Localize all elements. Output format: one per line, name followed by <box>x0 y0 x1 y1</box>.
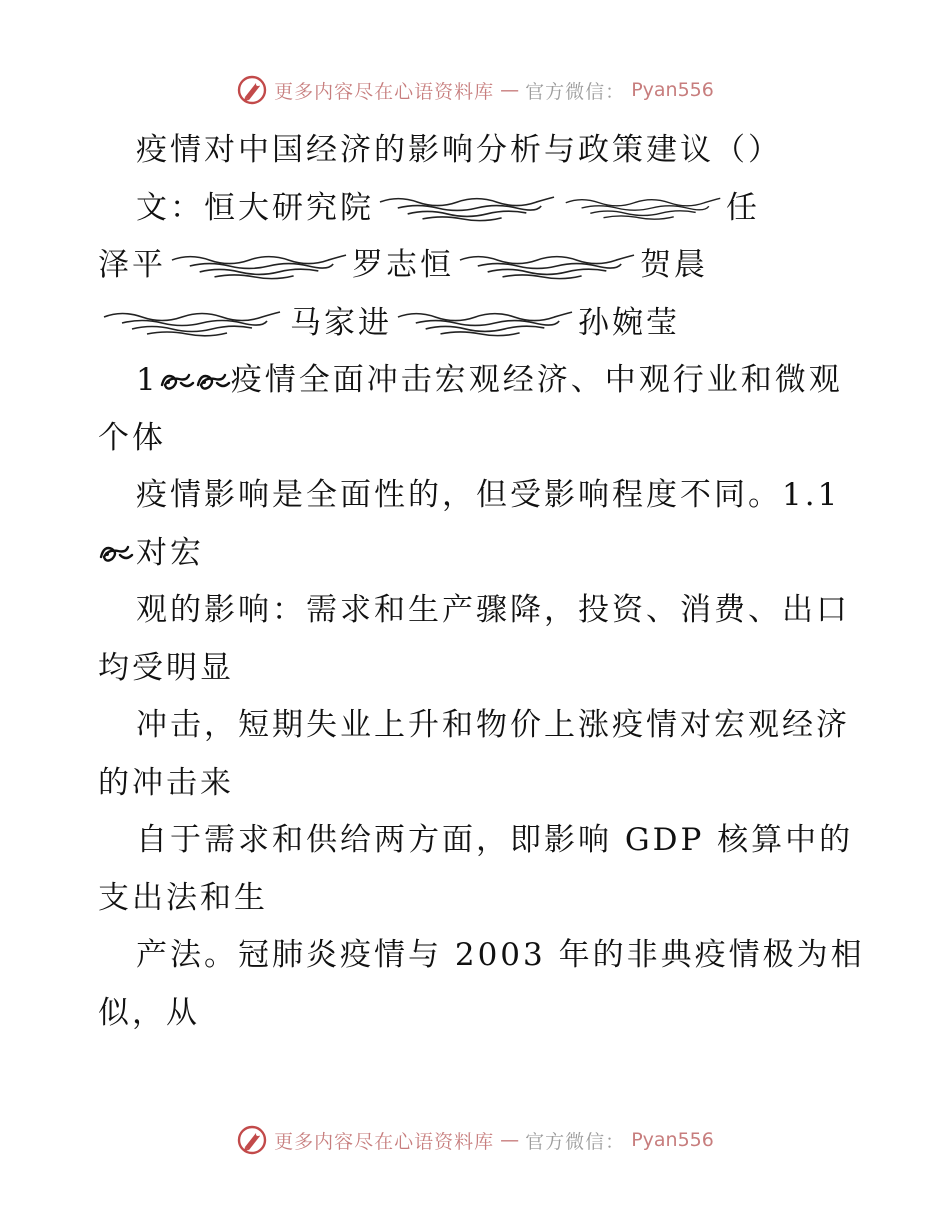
section-number: 1 <box>136 362 159 398</box>
author-name: 泽平 <box>98 247 166 283</box>
paragraph-text: 自于需求和供给两方面，即影响 GDP 核算中的 <box>136 822 854 858</box>
author-line-2 <box>98 237 858 295</box>
banner-dash: — <box>500 79 520 101</box>
pen-logo-icon <box>236 74 268 106</box>
paragraph-text: 的冲击来 <box>98 764 234 801</box>
paragraph-text: 支出法和生 <box>98 879 268 916</box>
paragraph-line <box>98 755 858 813</box>
wavy-separator-icon <box>98 308 286 338</box>
author-name: 孙婉莹 <box>578 304 680 341</box>
header-banner <box>0 70 950 110</box>
ornament-glyph-icon <box>195 369 231 393</box>
ornament-glyph-icon <box>98 541 134 565</box>
section-heading-line-1 <box>98 352 858 410</box>
author-name: 罗志恒 <box>352 247 454 283</box>
wavy-separator-icon <box>396 308 574 338</box>
section-title-a: 疫情全面冲击宏观经济、中观行业和微观 <box>230 362 843 398</box>
wavy-separator-icon <box>170 251 348 281</box>
author-name: 任 <box>726 189 760 226</box>
banner-wechat-label: 官方微信： <box>525 1130 626 1153</box>
wavy-separator-icon <box>458 251 636 281</box>
document-body <box>98 122 865 1042</box>
banner-wechat-label: 官方微信： <box>525 80 626 103</box>
author-prefix: 文：恒大研究院 <box>136 189 374 226</box>
paragraph-text: 冲击，短期失业上升和物价上涨疫情对宏观经济 <box>136 707 850 743</box>
paragraph-text: 疫情影响是全面性的，但受影响程度不同。1.1 <box>136 477 841 513</box>
paragraph-text: 对宏 <box>136 534 204 571</box>
paragraph-text: 均受明显 <box>98 649 234 686</box>
pen-logo-icon <box>236 1124 268 1156</box>
paragraph-line <box>98 525 858 583</box>
author-line-3 <box>98 295 858 353</box>
footer-banner <box>0 1120 950 1160</box>
wavy-separator-icon <box>564 193 722 223</box>
paragraph-line <box>98 467 858 525</box>
ornament-glyph-icon <box>159 369 195 393</box>
banner-main-text: 更多内容尽在心语资料库 <box>274 1130 495 1153</box>
paragraph-text: 似，从 <box>98 994 200 1031</box>
author-name: 贺晨 <box>640 247 708 283</box>
section-heading-line-2 <box>98 410 858 468</box>
banner-dash: — <box>500 1129 520 1151</box>
paragraph-line <box>98 870 858 928</box>
paragraph-line <box>98 812 858 870</box>
banner-main-text: 更多内容尽在心语资料库 <box>274 80 495 103</box>
paragraph-line <box>98 697 858 755</box>
paragraph-line <box>98 640 858 698</box>
wavy-separator-icon <box>378 193 556 223</box>
banner-wechat-id: Pyan556 <box>631 1129 714 1151</box>
title-text: 疫情对中国经济的影响分析与政策建议（） <box>136 132 782 168</box>
author-name: 马家进 <box>290 304 392 341</box>
paragraph-text: 产法。冠肺炎疫情与 2003 年的非典疫情极为相 <box>136 937 865 973</box>
paragraph-text: 观的影响：需求和生产骤降，投资、消费、出口 <box>136 592 850 628</box>
paragraph-line <box>98 582 858 640</box>
section-title-b: 个体 <box>98 419 166 456</box>
document-title <box>98 122 858 180</box>
author-line-1 <box>98 180 858 238</box>
paragraph-line <box>98 985 858 1043</box>
paragraph-line <box>98 927 865 985</box>
banner-wechat-id: Pyan556 <box>631 79 714 101</box>
